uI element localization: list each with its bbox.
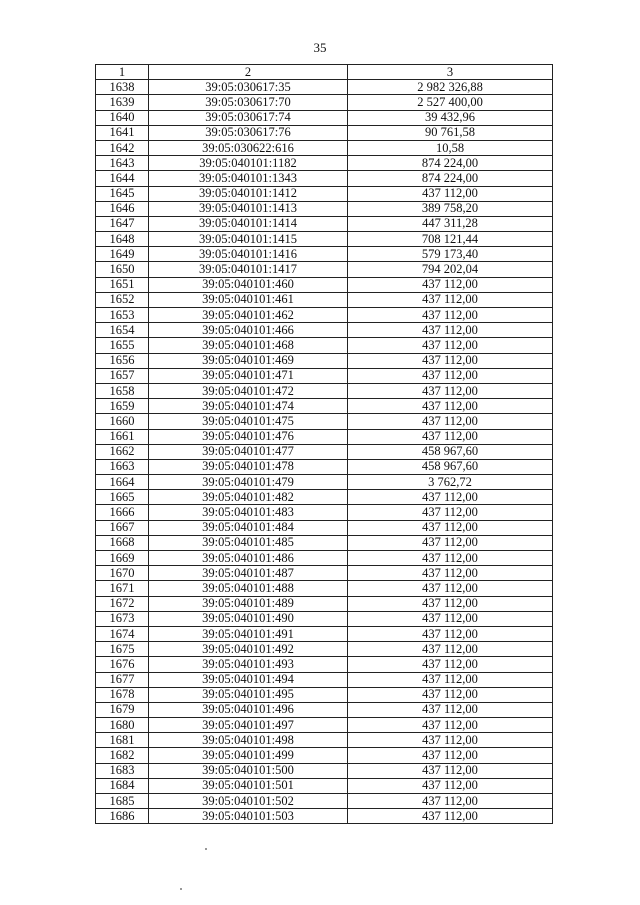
row-number-cell: 1656 bbox=[96, 353, 149, 368]
column-header-cadastral-number: 2 bbox=[149, 65, 348, 80]
row-number-cell: 1659 bbox=[96, 399, 149, 414]
cadastral-value-cell: 437 112,00 bbox=[348, 687, 553, 702]
cadastral-value-cell: 437 112,00 bbox=[348, 718, 553, 733]
cadastral-value-cell: 437 112,00 bbox=[348, 277, 553, 292]
cadastral-number-cell: 39:05:030617:76 bbox=[149, 125, 348, 140]
cadastral-value-cell: 437 112,00 bbox=[348, 672, 553, 687]
table-row bbox=[96, 186, 553, 201]
cadastral-value-table bbox=[95, 64, 553, 824]
row-number-cell: 1654 bbox=[96, 323, 149, 338]
row-number-cell: 1671 bbox=[96, 581, 149, 596]
row-number-cell: 1640 bbox=[96, 110, 149, 125]
table-row bbox=[96, 262, 553, 277]
table-row bbox=[96, 95, 553, 110]
column-header-number: 1 bbox=[96, 65, 149, 80]
cadastral-value-cell: 874 224,00 bbox=[348, 156, 553, 171]
row-number-cell: 1651 bbox=[96, 277, 149, 292]
row-number-cell: 1658 bbox=[96, 383, 149, 398]
cadastral-value-cell: 437 112,00 bbox=[348, 535, 553, 550]
cadastral-number-cell: 39:05:040101:490 bbox=[149, 611, 348, 626]
cadastral-value-cell: 437 112,00 bbox=[348, 429, 553, 444]
table-row bbox=[96, 125, 553, 140]
cadastral-number-cell: 39:05:040101:486 bbox=[149, 551, 348, 566]
table-row bbox=[96, 794, 553, 809]
table-row bbox=[96, 626, 553, 641]
row-number-cell: 1686 bbox=[96, 809, 149, 824]
cadastral-number-cell: 39:05:040101:483 bbox=[149, 505, 348, 520]
table-row bbox=[96, 475, 553, 490]
page-number: 35 bbox=[313, 40, 327, 55]
table-row bbox=[96, 171, 553, 186]
cadastral-value-cell: 437 112,00 bbox=[348, 308, 553, 323]
cadastral-value-cell: 437 112,00 bbox=[348, 353, 553, 368]
row-number-cell: 1647 bbox=[96, 216, 149, 231]
cadastral-value-cell: 437 112,00 bbox=[348, 657, 553, 672]
table-row bbox=[96, 429, 553, 444]
cadastral-number-cell: 39:05:040101:468 bbox=[149, 338, 348, 353]
row-number-cell: 1665 bbox=[96, 490, 149, 505]
table-row bbox=[96, 216, 553, 231]
cadastral-number-cell: 39:05:040101:485 bbox=[149, 535, 348, 550]
row-number-cell: 1676 bbox=[96, 657, 149, 672]
cadastral-number-cell: 39:05:040101:497 bbox=[149, 718, 348, 733]
table-row bbox=[96, 277, 553, 292]
cadastral-value-cell: 437 112,00 bbox=[348, 809, 553, 824]
row-number-cell: 1664 bbox=[96, 475, 149, 490]
cadastral-value-cell: 437 112,00 bbox=[348, 186, 553, 201]
cadastral-number-cell: 39:05:040101:503 bbox=[149, 809, 348, 824]
cadastral-number-cell: 39:05:040101:501 bbox=[149, 778, 348, 793]
table-row bbox=[96, 201, 553, 216]
cadastral-value-cell: 437 112,00 bbox=[348, 611, 553, 626]
cadastral-value-cell: 447 311,28 bbox=[348, 216, 553, 231]
row-number-cell: 1657 bbox=[96, 368, 149, 383]
cadastral-number-cell: 39:05:040101:1414 bbox=[149, 216, 348, 231]
table-row bbox=[96, 581, 553, 596]
table-row bbox=[96, 459, 553, 474]
cadastral-value-cell: 437 112,00 bbox=[348, 414, 553, 429]
cadastral-value-cell: 437 112,00 bbox=[348, 581, 553, 596]
cadastral-number-cell: 39:05:040101:1415 bbox=[149, 232, 348, 247]
table-row bbox=[96, 733, 553, 748]
row-number-cell: 1670 bbox=[96, 566, 149, 581]
row-number-cell: 1669 bbox=[96, 551, 149, 566]
cadastral-value-cell: 437 112,00 bbox=[348, 368, 553, 383]
row-number-cell: 1678 bbox=[96, 687, 149, 702]
table-row bbox=[96, 551, 553, 566]
cadastral-value-cell: 389 758,20 bbox=[348, 201, 553, 216]
row-number-cell: 1682 bbox=[96, 748, 149, 763]
table-row bbox=[96, 80, 553, 95]
cadastral-number-cell: 39:05:040101:493 bbox=[149, 657, 348, 672]
cadastral-number-cell: 39:05:040101:479 bbox=[149, 475, 348, 490]
cadastral-number-cell: 39:05:040101:478 bbox=[149, 459, 348, 474]
scan-speck bbox=[205, 848, 207, 850]
cadastral-value-cell: 437 112,00 bbox=[348, 596, 553, 611]
table-row bbox=[96, 308, 553, 323]
header-row bbox=[96, 65, 553, 80]
cadastral-number-cell: 39:05:040101:1413 bbox=[149, 201, 348, 216]
row-number-cell: 1677 bbox=[96, 672, 149, 687]
row-number-cell: 1648 bbox=[96, 232, 149, 247]
cadastral-value-cell: 3 762,72 bbox=[348, 475, 553, 490]
cadastral-number-cell: 39:05:040101:498 bbox=[149, 733, 348, 748]
cadastral-value-cell: 437 112,00 bbox=[348, 551, 553, 566]
cadastral-value-cell: 437 112,00 bbox=[348, 566, 553, 581]
row-number-cell: 1645 bbox=[96, 186, 149, 201]
row-number-cell: 1679 bbox=[96, 702, 149, 717]
row-number-cell: 1684 bbox=[96, 778, 149, 793]
row-number-cell: 1685 bbox=[96, 794, 149, 809]
table-row bbox=[96, 642, 553, 657]
row-number-cell: 1662 bbox=[96, 444, 149, 459]
cadastral-value-cell: 437 112,00 bbox=[348, 292, 553, 307]
cadastral-number-cell: 39:05:040101:492 bbox=[149, 642, 348, 657]
row-number-cell: 1649 bbox=[96, 247, 149, 262]
cadastral-number-cell: 39:05:030622:616 bbox=[149, 140, 348, 155]
cadastral-value-cell: 437 112,00 bbox=[348, 520, 553, 535]
cadastral-value-cell: 437 112,00 bbox=[348, 702, 553, 717]
cadastral-value-cell: 458 967,60 bbox=[348, 444, 553, 459]
cadastral-number-cell: 39:05:040101:484 bbox=[149, 520, 348, 535]
cadastral-value-cell: 437 112,00 bbox=[348, 338, 553, 353]
cadastral-value-cell: 39 432,96 bbox=[348, 110, 553, 125]
cadastral-value-cell: 874 224,00 bbox=[348, 171, 553, 186]
row-number-cell: 1655 bbox=[96, 338, 149, 353]
cadastral-number-cell: 39:05:030617:70 bbox=[149, 95, 348, 110]
row-number-cell: 1672 bbox=[96, 596, 149, 611]
table-row bbox=[96, 292, 553, 307]
cadastral-number-cell: 39:05:040101:469 bbox=[149, 353, 348, 368]
cadastral-number-cell: 39:05:040101:1182 bbox=[149, 156, 348, 171]
row-number-cell: 1650 bbox=[96, 262, 149, 277]
cadastral-number-cell: 39:05:040101:495 bbox=[149, 687, 348, 702]
table-row bbox=[96, 247, 553, 262]
cadastral-number-cell: 39:05:040101:1417 bbox=[149, 262, 348, 277]
row-number-cell: 1666 bbox=[96, 505, 149, 520]
row-number-cell: 1683 bbox=[96, 763, 149, 778]
row-number-cell: 1663 bbox=[96, 459, 149, 474]
table-row bbox=[96, 368, 553, 383]
cadastral-number-cell: 39:05:040101:494 bbox=[149, 672, 348, 687]
row-number-cell: 1641 bbox=[96, 125, 149, 140]
cadastral-value-cell: 437 112,00 bbox=[348, 626, 553, 641]
cadastral-number-cell: 39:05:040101:482 bbox=[149, 490, 348, 505]
cadastral-value-cell: 708 121,44 bbox=[348, 232, 553, 247]
table-row bbox=[96, 140, 553, 155]
row-number-cell: 1660 bbox=[96, 414, 149, 429]
table-row bbox=[96, 156, 553, 171]
table-row bbox=[96, 520, 553, 535]
table-row bbox=[96, 702, 553, 717]
cadastral-number-cell: 39:05:040101:489 bbox=[149, 596, 348, 611]
table-row bbox=[96, 809, 553, 824]
row-number-cell: 1681 bbox=[96, 733, 149, 748]
table-row bbox=[96, 596, 553, 611]
table-body bbox=[96, 80, 553, 824]
cadastral-value-cell: 794 202,04 bbox=[348, 262, 553, 277]
scan-speck bbox=[180, 888, 182, 890]
table-row bbox=[96, 672, 553, 687]
table-row bbox=[96, 763, 553, 778]
table-row bbox=[96, 490, 553, 505]
cadastral-value-cell: 437 112,00 bbox=[348, 399, 553, 414]
cadastral-number-cell: 39:05:040101:500 bbox=[149, 763, 348, 778]
cadastral-number-cell: 39:05:040101:477 bbox=[149, 444, 348, 459]
table-header bbox=[96, 65, 553, 80]
cadastral-number-cell: 39:05:040101:461 bbox=[149, 292, 348, 307]
table-row bbox=[96, 566, 553, 581]
cadastral-value-cell: 458 967,60 bbox=[348, 459, 553, 474]
table-row bbox=[96, 778, 553, 793]
table-row bbox=[96, 232, 553, 247]
cadastral-number-cell: 39:05:030617:35 bbox=[149, 80, 348, 95]
row-number-cell: 1667 bbox=[96, 520, 149, 535]
row-number-cell: 1643 bbox=[96, 156, 149, 171]
cadastral-value-cell: 437 112,00 bbox=[348, 490, 553, 505]
table-row bbox=[96, 505, 553, 520]
cadastral-value-cell: 437 112,00 bbox=[348, 505, 553, 520]
cadastral-value-cell: 90 761,58 bbox=[348, 125, 553, 140]
cadastral-number-cell: 39:05:040101:1416 bbox=[149, 247, 348, 262]
cadastral-number-cell: 39:05:040101:1412 bbox=[149, 186, 348, 201]
cadastral-number-cell: 39:05:040101:472 bbox=[149, 383, 348, 398]
table-row bbox=[96, 383, 553, 398]
cadastral-number-cell: 39:05:040101:487 bbox=[149, 566, 348, 581]
cadastral-number-cell: 39:05:040101:1343 bbox=[149, 171, 348, 186]
row-number-cell: 1644 bbox=[96, 171, 149, 186]
cadastral-number-cell: 39:05:040101:471 bbox=[149, 368, 348, 383]
table-row bbox=[96, 687, 553, 702]
table-row bbox=[96, 718, 553, 733]
cadastral-value-cell: 437 112,00 bbox=[348, 642, 553, 657]
table-row bbox=[96, 323, 553, 338]
cadastral-value-cell: 437 112,00 bbox=[348, 794, 553, 809]
row-number-cell: 1675 bbox=[96, 642, 149, 657]
row-number-cell: 1639 bbox=[96, 95, 149, 110]
cadastral-number-cell: 39:05:040101:476 bbox=[149, 429, 348, 444]
cadastral-number-cell: 39:05:040101:502 bbox=[149, 794, 348, 809]
cadastral-number-cell: 39:05:030617:74 bbox=[149, 110, 348, 125]
cadastral-value-cell: 10,58 bbox=[348, 140, 553, 155]
cadastral-value-cell: 437 112,00 bbox=[348, 763, 553, 778]
cadastral-value-cell: 437 112,00 bbox=[348, 733, 553, 748]
row-number-cell: 1646 bbox=[96, 201, 149, 216]
cadastral-value-cell: 579 173,40 bbox=[348, 247, 553, 262]
table-row bbox=[96, 414, 553, 429]
cadastral-value-cell: 437 112,00 bbox=[348, 323, 553, 338]
cadastral-number-cell: 39:05:040101:474 bbox=[149, 399, 348, 414]
cadastral-value-cell: 437 112,00 bbox=[348, 383, 553, 398]
row-number-cell: 1680 bbox=[96, 718, 149, 733]
column-header-value: 3 bbox=[348, 65, 553, 80]
cadastral-value-cell: 437 112,00 bbox=[348, 778, 553, 793]
row-number-cell: 1673 bbox=[96, 611, 149, 626]
table-row bbox=[96, 657, 553, 672]
row-number-cell: 1638 bbox=[96, 80, 149, 95]
table-row bbox=[96, 535, 553, 550]
row-number-cell: 1642 bbox=[96, 140, 149, 155]
table-row bbox=[96, 748, 553, 763]
row-number-cell: 1661 bbox=[96, 429, 149, 444]
table-row bbox=[96, 611, 553, 626]
cadastral-value-cell: 2 982 326,88 bbox=[348, 80, 553, 95]
row-number-cell: 1668 bbox=[96, 535, 149, 550]
cadastral-number-cell: 39:05:040101:488 bbox=[149, 581, 348, 596]
cadastral-number-cell: 39:05:040101:496 bbox=[149, 702, 348, 717]
row-number-cell: 1674 bbox=[96, 626, 149, 641]
table-row bbox=[96, 399, 553, 414]
row-number-cell: 1652 bbox=[96, 292, 149, 307]
cadastral-value-cell: 2 527 400,00 bbox=[348, 95, 553, 110]
cadastral-value-cell: 437 112,00 bbox=[348, 748, 553, 763]
cadastral-number-cell: 39:05:040101:462 bbox=[149, 308, 348, 323]
table-row bbox=[96, 110, 553, 125]
cadastral-number-cell: 39:05:040101:475 bbox=[149, 414, 348, 429]
cadastral-number-cell: 39:05:040101:460 bbox=[149, 277, 348, 292]
cadastral-number-cell: 39:05:040101:499 bbox=[149, 748, 348, 763]
table-row bbox=[96, 338, 553, 353]
table-row bbox=[96, 353, 553, 368]
cadastral-number-cell: 39:05:040101:491 bbox=[149, 626, 348, 641]
cadastral-number-cell: 39:05:040101:466 bbox=[149, 323, 348, 338]
table-row bbox=[96, 444, 553, 459]
row-number-cell: 1653 bbox=[96, 308, 149, 323]
